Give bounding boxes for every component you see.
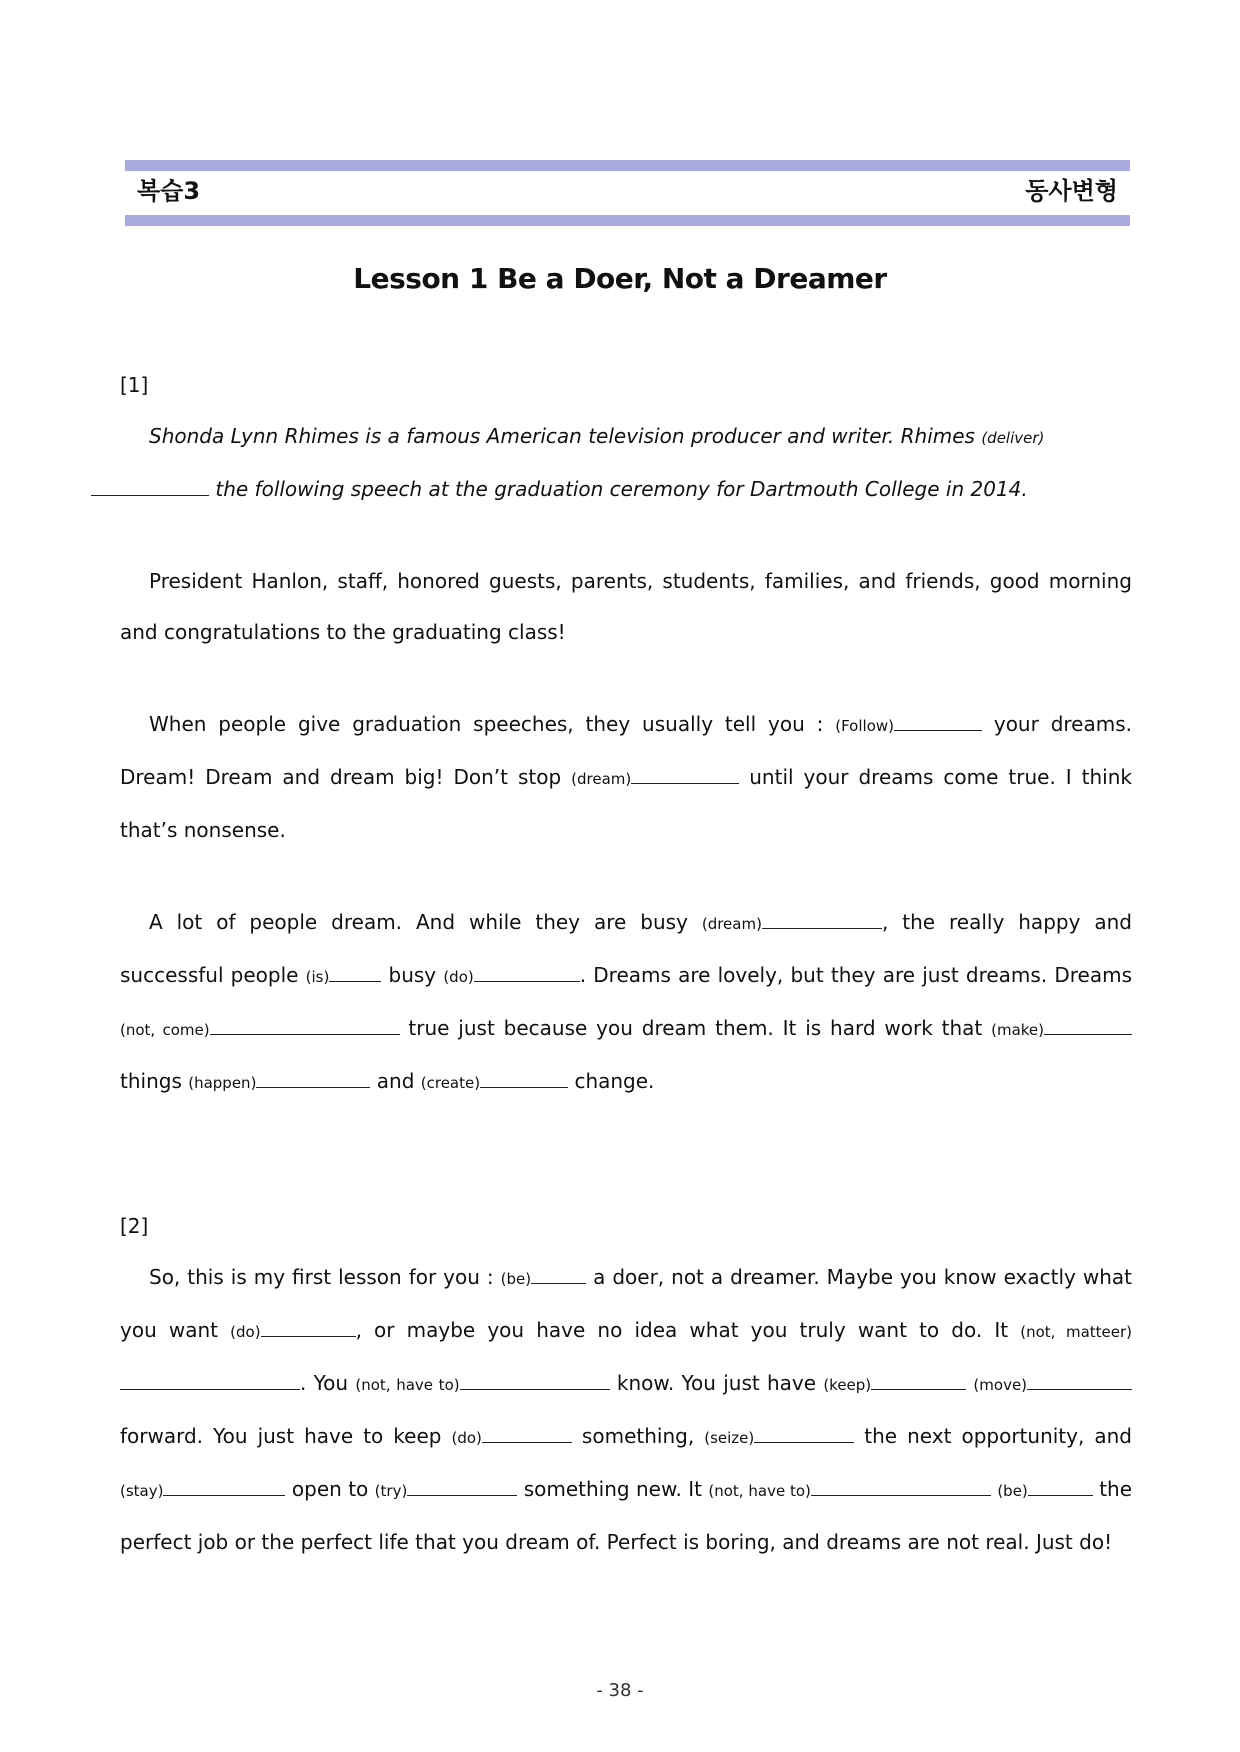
paragraph-text: the next opportunity, and [854,1424,1132,1448]
worksheet-body [120,360,1132,1568]
verb-hint: (create) [420,1074,481,1092]
answer-blank[interactable] [210,1013,400,1035]
verb-hint: (not, have to) [708,1482,811,1500]
paragraph-text: change. [568,1069,655,1093]
verb-hint: (not, matteer) [1020,1323,1133,1341]
verb-hint: (do) [443,968,474,986]
paragraph-text: A lot of people dream. And while they are busy [149,910,702,934]
intro-text: Shonda Lynn Rhimes is a famous American television producer and writer. Rhimes [149,424,982,448]
page-number: - 38 - [596,1680,644,1701]
section-1-label: [1] [120,373,149,397]
paragraph-text: something, [571,1424,705,1448]
answer-blank[interactable] [762,907,882,929]
verb-hint: (not, have to) [355,1376,460,1394]
verb-hint: (make) [991,1021,1044,1039]
answer-blank[interactable] [871,1368,966,1390]
verb-hint: (Follow) [835,717,894,735]
intro-paragraph [120,411,1132,515]
verb-hint: (try) [374,1482,408,1500]
header-bottom-bar [125,215,1130,226]
paragraph-text: forward. You just have to keep [120,1424,452,1448]
verb-hint: (be) [500,1270,532,1288]
paragraph-text: When people give graduation speeches, they usually tell you : [149,712,836,736]
paragraph-text: until your dreams come true. I think that’s nonsense. [120,765,1132,842]
answer-blank[interactable] [256,1066,370,1088]
section-2-label: [2] [120,1214,149,1238]
verb-hint: (happen) [188,1074,257,1092]
answer-blank[interactable] [474,960,580,982]
verb-hint: (not, come) [120,1021,210,1039]
paragraph-text: , or maybe you have no idea what you truly want to do. It [355,1318,1021,1342]
verb-hint: (is) [305,968,330,986]
paragraph-text: something new. It [517,1477,709,1501]
paragraph-text: . Dreams are lovely, but they are just dreams. Dreams [579,963,1133,987]
header-top-bar [125,160,1130,171]
answer-blank[interactable] [894,709,982,731]
busy-paragraph [120,897,1132,1109]
review-label: 복습3 [137,177,201,205]
paragraph-text: . You [300,1371,356,1395]
answer-blank[interactable] [482,1421,572,1443]
answer-blank[interactable] [1027,1368,1132,1390]
answer-blank[interactable] [531,1262,586,1284]
paragraph-text: your dreams. Dream! Dream and dream big! Don’t stop [120,712,1132,789]
verb-hint: (deliver) [981,429,1045,447]
answer-blank[interactable] [120,1368,300,1390]
verb-hint: (stay) [120,1482,164,1500]
verb-hint: (move) [973,1376,1028,1394]
verb-hint: (keep) [823,1376,872,1394]
section-header [125,160,1130,226]
doer-paragraph [120,1252,1132,1568]
paragraph-text: a doer, not a dreamer. Maybe you know exactly what you want [120,1265,1132,1342]
dream-paragraph [120,699,1132,856]
verb-hint: (do) [230,1323,261,1341]
paragraph-text: true just because you dream them. It is hard work that [399,1016,992,1040]
paragraph-text: and [370,1069,421,1093]
answer-blank[interactable] [460,1368,610,1390]
verb-hint: (dream) [571,770,632,788]
answer-blank[interactable] [811,1474,991,1496]
answer-blank[interactable] [631,762,739,784]
verb-hint: (do) [451,1429,482,1447]
paragraph-text: things [120,1069,189,1093]
answer-blank[interactable] [329,960,381,982]
lesson-title: Lesson 1 Be a Doer, Not a Dreamer [353,262,887,295]
answer-blank[interactable] [1044,1013,1132,1035]
answer-blank[interactable] [1028,1474,1093,1496]
topic-label: 동사변형 [1025,177,1118,205]
verb-hint: (seize) [704,1429,755,1447]
answer-blank[interactable] [407,1474,517,1496]
intro-text: the following speech at the graduation ceremony for Dartmouth College in 2014. [209,477,1028,501]
answer-blank[interactable] [754,1421,854,1443]
answer-blank[interactable] [91,474,209,496]
greeting-paragraph: President Hanlon, staff, honored guests, parents, students, families, and friends, good morning and congratulations to the graduating class! [120,569,1132,644]
paragraph-text: busy [381,963,444,987]
verb-hint: (be) [997,1482,1028,1500]
verb-hint: (dream) [701,915,762,933]
paragraph-text: , the really happy and successful people [120,910,1132,987]
paragraph-text: know. You just have [609,1371,824,1395]
answer-blank[interactable] [261,1315,356,1337]
paragraph-text: open to [285,1477,375,1501]
paragraph-text: So, this is my first lesson for you : [149,1265,501,1289]
answer-blank[interactable] [163,1474,285,1496]
answer-blank[interactable] [480,1066,568,1088]
paragraph-text: the perfect job or the perfect life that you dream of. Perfect is boring, and dreams are not real. Just do! [120,1477,1133,1554]
